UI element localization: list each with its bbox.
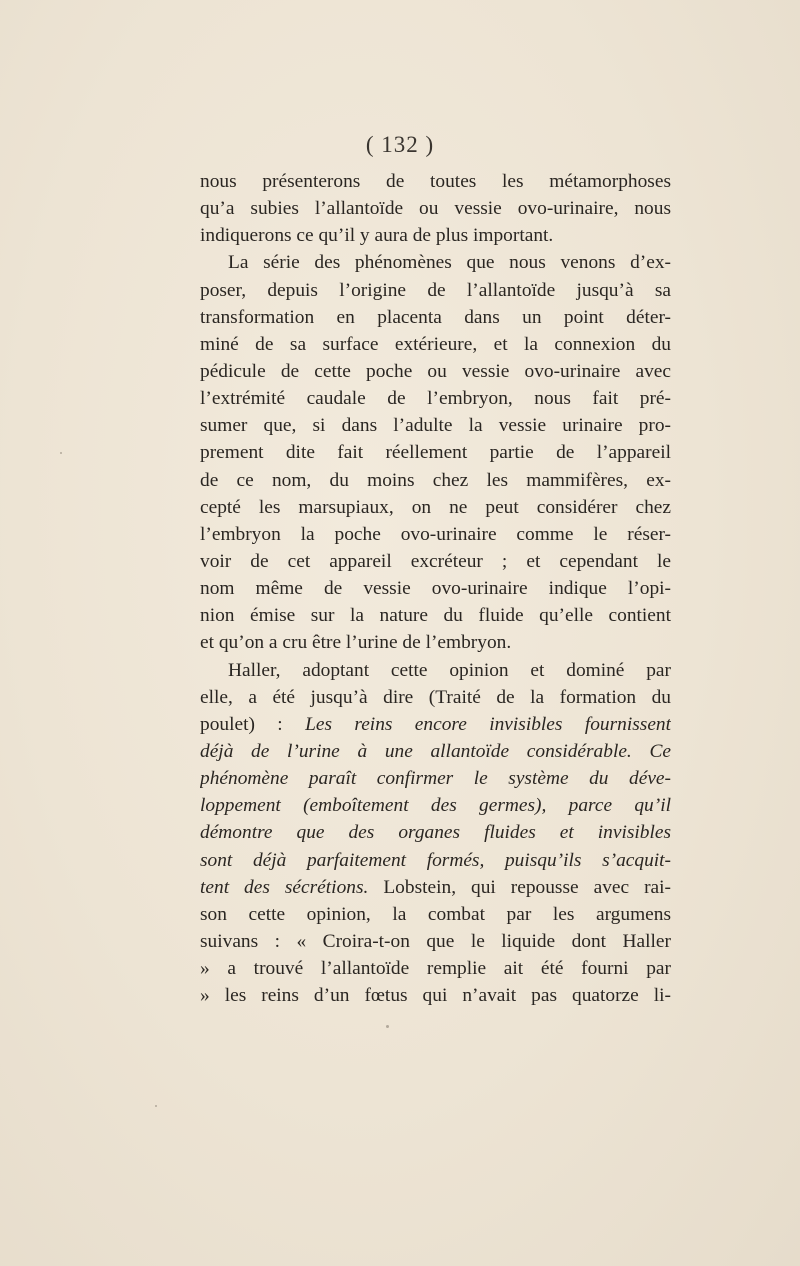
paper-speck: [386, 1025, 389, 1028]
line-text: loppement (emboîtement des germes), parce qu’il: [200, 795, 671, 817]
line-text: l’extrémité caudale de l’embryon, nous fait pré-: [200, 388, 671, 410]
line-text: nom même de vessie ovo-urinaire indique l’opi-: [200, 578, 671, 600]
italic-run: Les reins encore invisibles fournissent: [305, 713, 671, 735]
text-line: [200, 548, 671, 575]
text-line: [200, 847, 671, 874]
line-text: » a trouvé l’allantoïde remplie ait été fourni par: [200, 958, 671, 980]
text-line: [200, 738, 671, 765]
text-line: [200, 711, 671, 738]
body-text: [200, 168, 671, 1009]
line-text: qu’a subies l’allantoïde ou vessie ovo-urinaire, nous: [200, 198, 671, 220]
text-line: [200, 928, 671, 955]
text-line: [200, 358, 671, 385]
line-text: son cette opinion, la combat par les argumens: [200, 903, 671, 925]
line-text: La série des phénomènes que nous venons d’ex-: [228, 252, 671, 274]
line-text: voir de cet appareil excréteur ; et cependant le: [200, 550, 671, 572]
line-text: déjà de l’urine à une allantoïde considérable. Ce: [200, 740, 671, 762]
text-line: [200, 874, 671, 901]
paper-speck: [155, 1105, 157, 1107]
line-text: prement dite fait réellement partie de l’appareil: [200, 442, 671, 464]
text-line: [200, 385, 671, 412]
line-text: sumer que, si dans l’adulte la vessie urinaire pro-: [200, 415, 671, 437]
italic-run: tent des sécrétions.: [200, 876, 369, 898]
line-text: sont déjà parfaitement formés, puisqu’ils s’acquit-: [200, 849, 671, 871]
text-line: [200, 575, 671, 602]
line-text: de ce nom, du moins chez les mammifères, ex-: [200, 469, 671, 491]
text-line: [200, 467, 671, 494]
line-text: nion émise sur la nature du fluide qu’elle contient: [200, 605, 671, 627]
line-text: Lobstein, qui repousse avec rai-: [368, 876, 671, 898]
line-text: indiquerons ce qu’il y aura de plus important.: [200, 225, 554, 247]
line-text: miné de sa surface extérieure, et la connexion du: [200, 333, 671, 355]
line-text: suivans : « Croira-t-on que le liquide dont Haller: [200, 930, 671, 952]
line-text: » les reins d’un fœtus qui n’avait pas quatorze li-: [200, 985, 671, 1007]
text-line: [200, 629, 671, 656]
text-line: [200, 439, 671, 466]
text-line: [200, 901, 671, 928]
line-text: nous présenterons de toutes les métamorphoses: [200, 171, 671, 192]
text-line: [200, 412, 671, 439]
text-line: [200, 521, 671, 548]
text-line: [200, 249, 671, 276]
page-number: ( 132 ): [365, 132, 435, 157]
text-line: [200, 222, 671, 249]
text-line: [200, 277, 671, 304]
paper-speck: [60, 452, 62, 454]
text-line: [200, 819, 671, 846]
text-line: [200, 195, 671, 222]
line-text: transformation en placenta dans un point déter-: [200, 306, 671, 328]
text-line: [200, 955, 671, 982]
text-line: [200, 657, 671, 684]
line-text: poser, depuis l’origine de l’allantoïde jusqu’à sa: [200, 279, 671, 301]
line-text: poulet) :: [200, 713, 306, 735]
line-text: démontre que des organes fluides et invisibles: [200, 822, 671, 844]
line-text: l’embryon la poche ovo-urinaire comme le réser-: [200, 523, 671, 545]
line-text: pédicule de cette poche ou vessie ovo-urinaire avec: [200, 360, 671, 382]
line-text: elle, a été jusqu’à dire (Traité de la formation du: [200, 686, 671, 708]
text-line: [200, 765, 671, 792]
text-line: [200, 304, 671, 331]
text-line: [200, 494, 671, 521]
text-line: [200, 684, 671, 711]
text-line: [200, 602, 671, 629]
line-text: Haller, adoptant cette opinion et dominé par: [228, 659, 671, 681]
text-line: [200, 982, 671, 1009]
line-text: et qu’on a cru être l’urine de l’embryon.: [200, 632, 512, 654]
line-text: cepté les marsupiaux, on ne peut considérer chez: [200, 496, 671, 518]
text-line: [200, 168, 671, 195]
line-text: phénomène paraît confirmer le système du déve-: [200, 768, 671, 790]
text-line: [200, 331, 671, 358]
text-line: [200, 792, 671, 819]
